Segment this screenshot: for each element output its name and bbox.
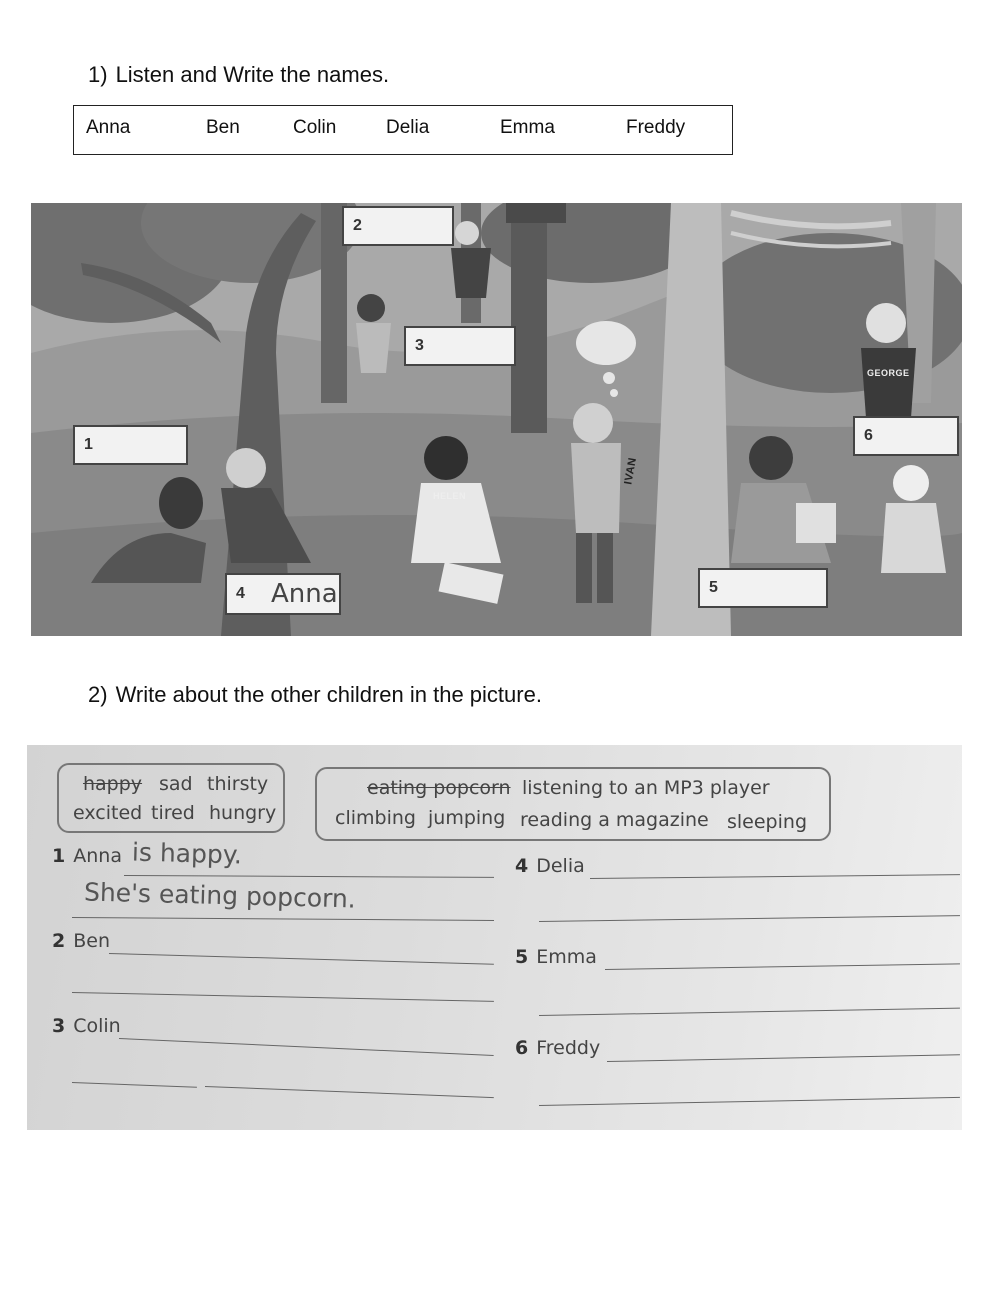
name-bank (73, 105, 733, 155)
shirt-text-george: GEORGE (867, 368, 910, 378)
answer-line[interactable] (72, 992, 494, 1002)
answer-item-2: 2 Ben (52, 930, 111, 952)
answer-line[interactable] (72, 917, 494, 921)
word-activity: sleeping (727, 811, 807, 833)
word-activity: listening to an MP3 player (522, 777, 770, 799)
exercise-2-instruction: Write about the other children in the picture. (115, 682, 542, 707)
name-bank-item: Colin (293, 117, 337, 138)
answer-line[interactable] (539, 1097, 960, 1106)
answer-line[interactable] (124, 875, 494, 878)
exercise-1-instruction: Listen and Write the names. (115, 62, 390, 87)
word-activity: jumping (428, 807, 506, 829)
picture-label-3[interactable]: 3 (404, 326, 516, 366)
word-activity: reading a magazine (520, 809, 709, 831)
shirt-text-ivan: IVAN (622, 456, 640, 486)
activities-word-box (315, 767, 831, 841)
word-feeling: sad (159, 773, 193, 795)
answer-line[interactable] (109, 953, 494, 965)
child-name: Anna (73, 845, 122, 867)
feelings-word-box (57, 763, 285, 833)
picture-label-2[interactable]: 2 (342, 206, 454, 246)
name-bank-item: Ben (206, 117, 240, 138)
exercise-2-number: 2) (88, 682, 108, 707)
picture-label-4[interactable]: 4 Anna (225, 573, 341, 615)
word-feeling: hungry (209, 802, 277, 824)
word-activity: climbing (335, 807, 416, 829)
answer-line[interactable] (72, 1082, 197, 1088)
exercise-2-worksheet (27, 745, 962, 1130)
answer-line[interactable] (607, 1054, 960, 1062)
answer-item-3: 3 Colin (52, 1015, 121, 1037)
exercise-2-heading (88, 682, 542, 708)
answer-line[interactable] (590, 874, 960, 879)
word-activity: eating popcorn (367, 777, 511, 799)
name-bank-item: Freddy (626, 117, 686, 138)
answer-line[interactable] (539, 915, 960, 922)
answer-line[interactable] (605, 963, 960, 970)
answer-item-4: 4 Delia (515, 855, 585, 877)
child-name: Ben (73, 930, 111, 952)
answer-item-1: 1 Anna (52, 845, 122, 867)
child-name: Delia (536, 855, 585, 877)
word-feeling: happy (83, 773, 143, 795)
answer-line[interactable] (205, 1086, 494, 1098)
word-feeling: tired (151, 802, 195, 824)
exercise-1-number: 1) (88, 62, 108, 87)
child-name: Freddy (536, 1037, 601, 1059)
word-feeling: excited (73, 802, 143, 824)
answer-item-6: 6 Freddy (515, 1037, 601, 1059)
shirt-text-helen: HELEN (433, 491, 467, 501)
word-feeling: thirsty (207, 773, 269, 795)
answer-line[interactable] (539, 1008, 960, 1016)
park-scene-picture (31, 203, 962, 636)
name-bank-item: Anna (86, 117, 131, 138)
child-name: Emma (536, 946, 597, 968)
picture-label-1[interactable]: 1 (73, 425, 188, 465)
picture-label-5[interactable]: 5 (698, 568, 828, 608)
child-name: Colin (73, 1015, 121, 1037)
name-bank-item: Emma (500, 117, 555, 138)
handwritten-answer: is happy. (131, 837, 243, 870)
answer-line[interactable] (119, 1038, 494, 1056)
name-bank-item: Delia (386, 117, 430, 138)
picture-label-6[interactable]: 6 (853, 416, 959, 456)
handwritten-answer: She's eating popcorn. (83, 877, 357, 914)
exercise-1-heading (88, 62, 389, 88)
answer-item-5: 5 Emma (515, 946, 597, 968)
